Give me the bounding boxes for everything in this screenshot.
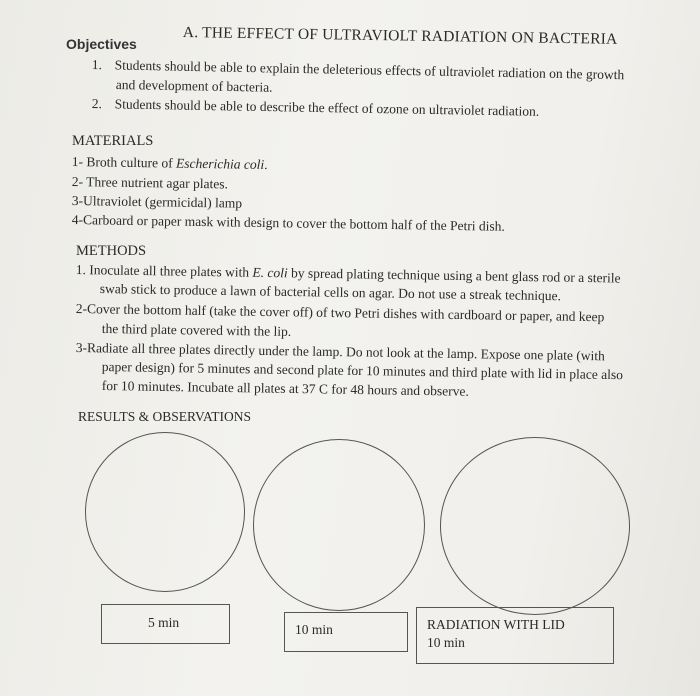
- methods-heading: METHODS: [76, 243, 147, 259]
- objectives-heading: Objectives: [66, 36, 137, 52]
- method-item-3-cont2: for 10 minutes. Incubate all plates at 37 C for 48 hours and observe.: [101, 377, 469, 399]
- result-label-text: RADIATION WITH LID: [427, 617, 565, 632]
- petri-dish-circle-2: [253, 439, 425, 611]
- material-item-2: 2- Three nutrient agar plates.: [71, 173, 229, 192]
- result-label-text: 10 min: [295, 622, 333, 637]
- method-item-2: 2-Cover the bottom half (take the cover off) of two Petri dishes with cardboard or paper, and keep: [75, 300, 605, 325]
- objective-item-1-cont: and development of bacteria.: [115, 76, 273, 95]
- page-title: A. THE EFFECT OF ULTRAVIOLT RADIATION ON BACTERIA: [182, 24, 618, 48]
- method-text-cont: by spread plating technique using a bent glass rod or a sterile: [287, 265, 621, 286]
- method-item-3: 3-Radiate all three plates directly under the lamp. Do not look at the lamp. Expose one plate (with: [75, 339, 605, 364]
- result-label-subtext: 10 min: [427, 635, 465, 650]
- petri-dish-circle-1: [85, 432, 245, 592]
- objective-text: Students should be able to describe the effect of ozone on ultraviolet radiation.: [114, 96, 540, 119]
- material-organism: Escherichia coli: [175, 155, 265, 173]
- result-label-box-10min: [284, 612, 408, 652]
- objective-text: Students should be able to explain the deleterious effects of ultraviolet radiation on the growth: [114, 57, 625, 83]
- material-suffix: .: [264, 157, 268, 173]
- result-label-box-with-lid: [416, 607, 614, 664]
- materials-heading: MATERIALS: [72, 133, 154, 149]
- material-item-3: 3-Ultraviolet (germicidal) lamp: [71, 192, 243, 211]
- method-text: 1. Inoculate all three plates with: [75, 261, 253, 280]
- result-label-text: 5 min: [148, 615, 180, 630]
- material-item-1: [72, 153, 268, 173]
- material-item-4: 4-Carboard or paper mask with design to cover the bottom half of the Petri dish.: [71, 211, 505, 234]
- results-heading: RESULTS & OBSERVATIONS: [78, 409, 251, 424]
- objective-item-2: [92, 95, 540, 120]
- objective-number: 2.: [91, 95, 103, 112]
- petri-dish-circle-3: [440, 437, 630, 615]
- material-text: 1- Broth culture of: [71, 153, 177, 171]
- method-item-2-cont: the third plate covered with the lip.: [101, 320, 292, 339]
- objective-number: 1.: [91, 56, 103, 73]
- method-item-3-cont: paper design) for 5 minutes and second plate for 10 minutes and third plate with lid in place also: [101, 358, 624, 383]
- method-organism: E. coli: [252, 264, 288, 281]
- result-label-box-5min: [101, 604, 230, 644]
- method-item-1-cont: swab stick to produce a lawn of bacterial cells on agar. Do not use a streak technique.: [99, 280, 562, 304]
